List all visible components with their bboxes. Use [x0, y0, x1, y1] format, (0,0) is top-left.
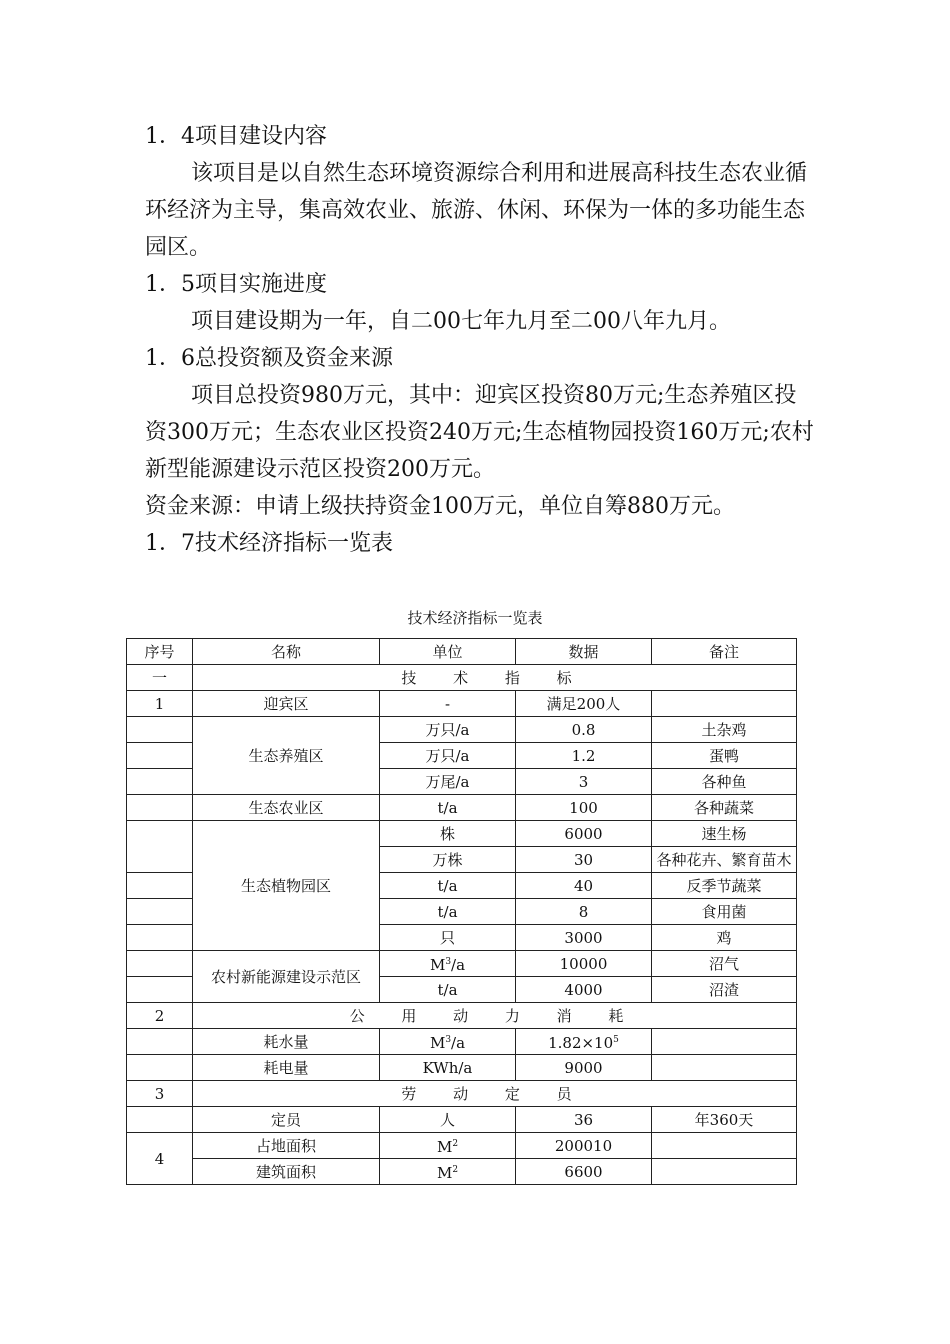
table-row [127, 951, 797, 977]
row-value: $1.82\times 10^5$ [516, 1029, 652, 1055]
row-unit: $M^2$ [380, 1159, 516, 1185]
heading-1-7: 1．7技术经济指标一览表 [145, 531, 393, 556]
section-row [127, 1003, 797, 1029]
table-header-row [127, 639, 797, 665]
row-unit: t/a [380, 795, 516, 821]
header-no: 序号 [127, 639, 193, 665]
row-name: 耗水量 [193, 1029, 380, 1055]
row-value: 3 [516, 769, 652, 795]
row-note: 年360天 [652, 1107, 797, 1133]
section-label: 技 术 指 标 [193, 665, 797, 691]
row-note: 速生杨 [652, 821, 797, 847]
table-row [127, 1133, 797, 1159]
row-unit: - [380, 691, 516, 717]
row-unit: $M^3/a$ [380, 1029, 516, 1055]
row-note: 各种鱼 [652, 769, 797, 795]
row-unit: 万只/a [380, 717, 516, 743]
row-no: 4 [127, 1133, 193, 1185]
row-value: 6000 [516, 821, 652, 847]
row-value: 3000 [516, 925, 652, 951]
row-note: 蛋鸭 [652, 743, 797, 769]
row-value: 10000 [516, 951, 652, 977]
row-name: 建筑面积 [193, 1159, 380, 1185]
row-note: 反季节蔬菜 [652, 873, 797, 899]
row-unit: 万株 [380, 847, 516, 873]
row-note: 土杂鸡 [652, 717, 797, 743]
row-name: 生态农业区 [193, 795, 380, 821]
header-unit: 单位 [380, 639, 516, 665]
table-row [127, 1159, 797, 1185]
document-body [145, 118, 815, 562]
row-unit: KWh/a [380, 1055, 516, 1081]
row-no [127, 977, 193, 1003]
row-no [127, 769, 193, 795]
row-no [127, 717, 193, 743]
paragraph-schedule: 项目建设期为一年，自二00七年九月至二00八年九月。 [191, 309, 731, 334]
heading-1-4: 1．4项目建设内容 [145, 124, 327, 149]
row-name: 生态养殖区 [193, 717, 380, 795]
section-no: 一 [127, 665, 193, 691]
table-row [127, 1055, 797, 1081]
row-note: 鸡 [652, 925, 797, 951]
row-no [127, 795, 193, 821]
row-note: 各种花卉、繁育苗木 [652, 847, 797, 873]
row-unit: t/a [380, 873, 516, 899]
row-no [127, 1055, 193, 1081]
paragraph-investment: 项目总投资980万元，其中：迎宾区投资80万元;生态养殖区投资300万元；生态农业区投资240万元;生态植物园投资160万元;农村新型能源建设示范区投资200万元。 [145, 383, 814, 482]
section-no: 2 [127, 1003, 193, 1029]
row-note [652, 1133, 797, 1159]
row-no: 1 [127, 691, 193, 717]
row-value: 9000 [516, 1055, 652, 1081]
table-row [127, 795, 797, 821]
row-name: 耗电量 [193, 1055, 380, 1081]
row-note: 各种蔬菜 [652, 795, 797, 821]
section-row [127, 1081, 797, 1107]
row-note: 食用菌 [652, 899, 797, 925]
row-no [127, 1029, 193, 1055]
row-value: 4000 [516, 977, 652, 1003]
table-row [127, 717, 797, 743]
paragraph-content: 该项目是以自然生态环境资源综合利用和进展高科技生态农业循环经济为主导，集高效农业、旅游、休闲、环保为一体的多功能生态园区。 [145, 161, 808, 260]
row-no [127, 1107, 193, 1133]
row-value: 0.8 [516, 717, 652, 743]
row-no [127, 925, 193, 951]
row-value: 40 [516, 873, 652, 899]
table-row [127, 691, 797, 717]
row-name: 占地面积 [193, 1133, 380, 1159]
row-value: 36 [516, 1107, 652, 1133]
row-unit: t/a [380, 977, 516, 1003]
table-row [127, 821, 797, 847]
row-unit: 万尾/a [380, 769, 516, 795]
section-no: 3 [127, 1081, 193, 1107]
row-note [652, 691, 797, 717]
row-name: 农村新能源建设示范区 [193, 951, 380, 1003]
table-row [127, 1107, 797, 1133]
row-note: 沼气 [652, 951, 797, 977]
section-label: 劳 动 定 员 [193, 1081, 797, 1107]
row-value: 6600 [516, 1159, 652, 1185]
row-note [652, 1029, 797, 1055]
row-value: 100 [516, 795, 652, 821]
row-unit: $M^3/a$ [380, 951, 516, 977]
row-name: 迎宾区 [193, 691, 380, 717]
row-unit: $M^2$ [380, 1133, 516, 1159]
row-value: 30 [516, 847, 652, 873]
row-unit: t/a [380, 899, 516, 925]
header-name: 名称 [193, 639, 380, 665]
row-note [652, 1055, 797, 1081]
section-label: 公 用 动 力 消 耗 [193, 1003, 797, 1029]
row-no [127, 743, 193, 769]
row-unit: 只 [380, 925, 516, 951]
section-row [127, 665, 797, 691]
paragraph-funding: 资金来源：申请上级扶持资金100万元，单位自筹880万元。 [145, 494, 735, 519]
row-unit: 万只/a [380, 743, 516, 769]
row-no [127, 873, 193, 899]
row-value: 200010 [516, 1133, 652, 1159]
row-no [127, 951, 193, 977]
row-no [127, 821, 193, 873]
indicator-table [126, 638, 797, 1185]
heading-1-6: 1．6总投资额及资金来源 [145, 346, 393, 371]
row-note [652, 1159, 797, 1185]
row-name: 生态植物园区 [193, 821, 380, 951]
header-note: 备注 [652, 639, 797, 665]
header-value: 数据 [516, 639, 652, 665]
heading-1-5: 1．5项目实施进度 [145, 272, 327, 297]
row-no [127, 899, 193, 925]
row-unit: 人 [380, 1107, 516, 1133]
table-row [127, 1029, 797, 1055]
row-name: 定员 [193, 1107, 380, 1133]
row-value: 8 [516, 899, 652, 925]
row-unit: 株 [380, 821, 516, 847]
row-value: 满足200人 [516, 691, 652, 717]
table-title: 技术经济指标一览表 [407, 609, 543, 627]
row-note: 沼渣 [652, 977, 797, 1003]
row-value: 1.2 [516, 743, 652, 769]
